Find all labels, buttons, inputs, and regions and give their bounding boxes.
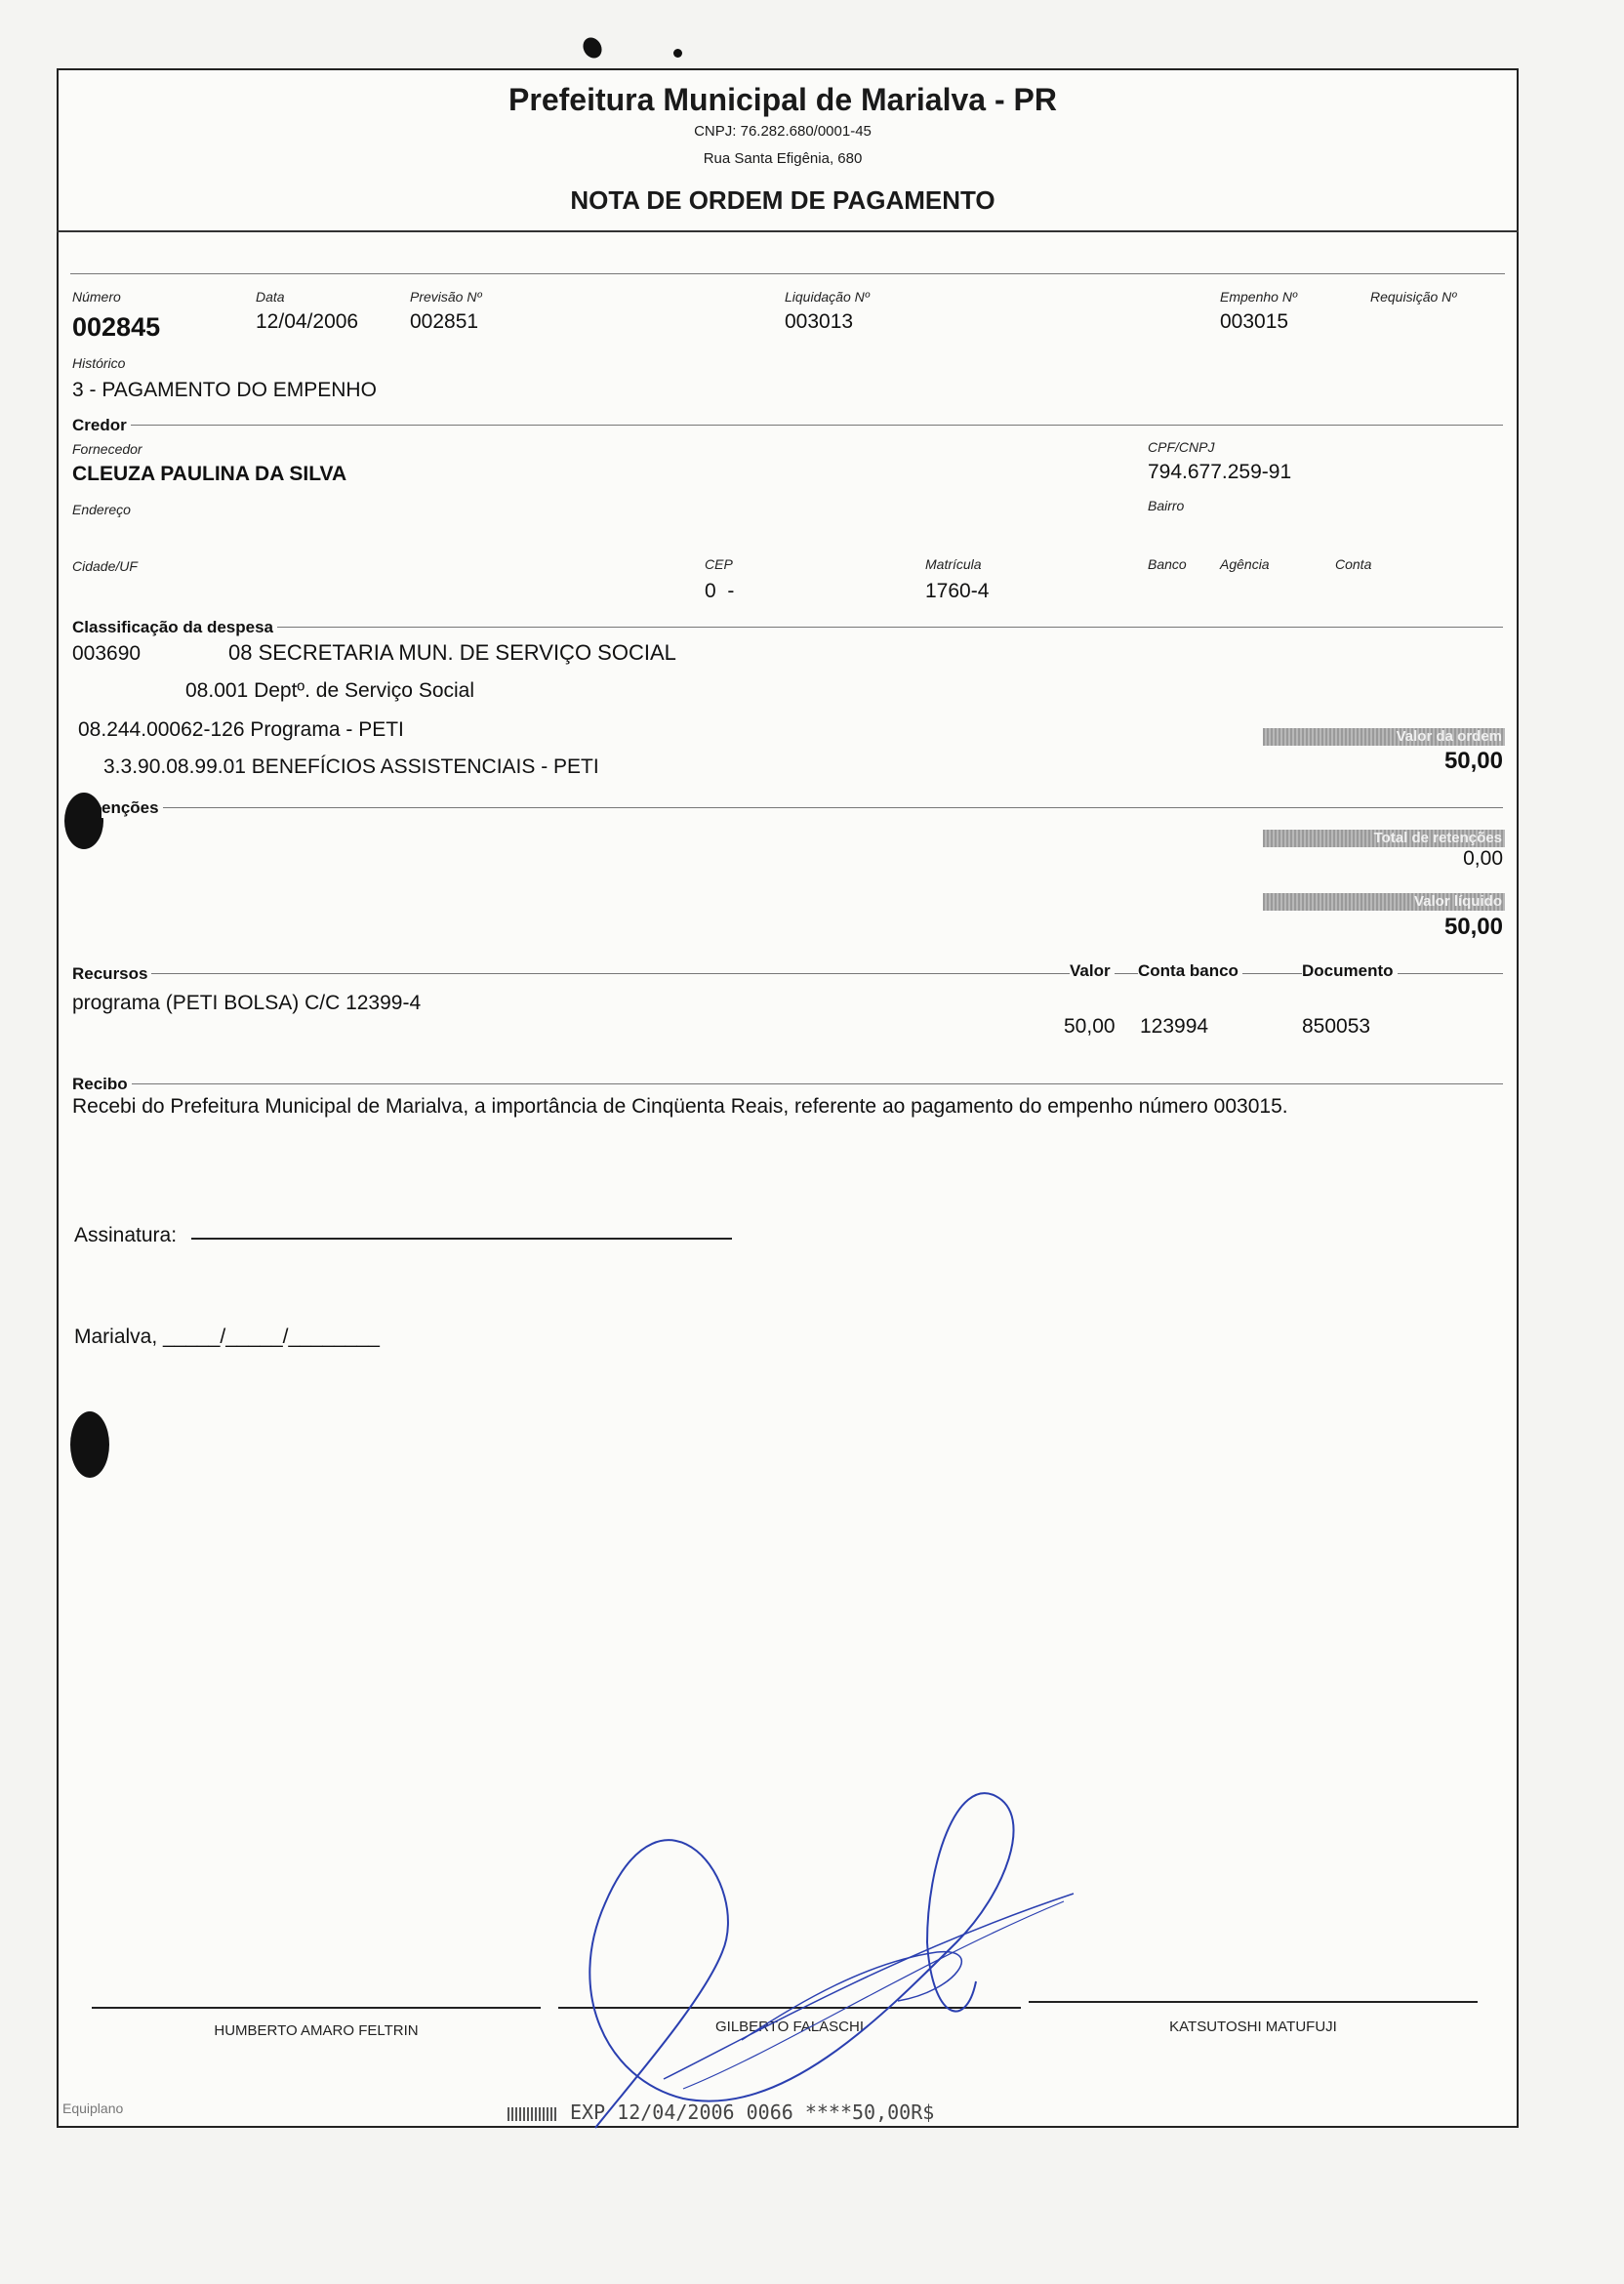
valor-liquido-label: Valor líquido [1263,893,1505,911]
section-rule [72,425,1503,426]
retencoes-section-title: enções [102,798,163,818]
recibo-text: Recebi do Prefeitura Municipal de Marialva, a importância de Cinqüenta Reais, referente ao pagamento do empenho número 003015. [72,1095,1288,1118]
valor-ordem-value: 50,00 [1443,748,1503,774]
section-rule [72,807,1503,808]
fornecedor-label: Fornecedor [72,441,142,457]
valor-ordem-label: Valor da ordem [1263,728,1505,746]
punch-mark [673,49,682,58]
section-rule [72,973,1503,974]
classificacao-unidade: 08.001 Deptº. de Serviço Social [185,679,475,702]
cpf-value: 794.677.259-91 [1148,461,1292,483]
classificacao-programa: 08.244.00062-126 Programa - PETI [78,718,404,741]
matricula-value: 1760-4 [925,580,990,602]
valor-liquido-value: 50,00 [1443,914,1503,940]
signature-name-3: KATSUTOSHI MATUFUJI [1169,2019,1337,2035]
recursos-valor-header: Valor [1070,961,1115,981]
punch-hole [64,793,103,849]
equiplano-brand: Equiplano [62,2100,124,2116]
classificacao-elemento: 3.3.90.08.99.01 BENEFÍCIOS ASSISTENCIAIS - PETI [103,755,599,778]
signature-line [92,2007,541,2009]
classificacao-code: 003690 [72,642,142,665]
historico-value: 3 - PAGAMENTO DO EMPENHO [72,379,377,401]
endereco-label: Endereço [72,502,131,517]
punch-mark [580,34,606,61]
banco-label: Banco [1148,556,1187,572]
previsao-label: Previsão Nº [410,289,482,305]
liquidacao-value: 003013 [785,310,854,333]
cep-label: CEP [705,556,733,572]
requisicao-label: Requisição Nº [1370,289,1457,305]
punch-hole [70,1411,109,1478]
document-title: NOTA DE ORDEM DE PAGAMENTO [570,185,995,215]
cidade-label: Cidade/UF [72,558,138,574]
classificacao-orgao: 08 SECRETARIA MUN. DE SERVIÇO SOCIAL [228,640,676,665]
data-label: Data [256,289,285,305]
stamp-text: EXP 12/04/2006 0066 ****50,00R$ [570,2100,935,2124]
previsao-value: 002851 [410,310,479,333]
recursos-valor: 50,00 [1064,1015,1116,1038]
handwritten-signature [547,1786,1093,2138]
recursos-conta: 123994 [1140,1015,1209,1038]
bairro-label: Bairro [1148,498,1185,513]
mechanical-stamp [508,2100,934,2124]
cpf-label: CPF/CNPJ [1148,439,1215,455]
empenho-value: 003015 [1220,310,1289,333]
page-title: Prefeitura Municipal de Marialva - PR [508,82,1057,117]
recursos-description: programa (PETI BOLSA) C/C 12399-4 [72,992,422,1014]
numero-value: 002845 [72,312,161,342]
assinatura-line [191,1238,732,1240]
agencia-label: Agência [1220,556,1270,572]
liquidacao-label: Liquidação Nº [785,289,870,305]
signature-line [1029,2001,1478,2003]
section-rule [72,627,1503,628]
local-data-line: Marialva, _____/_____/________ [74,1326,380,1348]
total-retencoes-label: Total de retenções [1263,830,1505,847]
matricula-label: Matrícula [925,556,982,572]
divider [70,273,1505,274]
cep-value: 0 - [705,580,735,602]
classificacao-section-title: Classificação da despesa [72,618,277,637]
recursos-documento: 850053 [1302,1015,1371,1038]
recursos-documento-header: Documento [1302,961,1398,981]
address-text: Rua Santa Efigênia, 680 [703,150,863,167]
recibo-section-title: Recibo [72,1075,132,1094]
cnpj-text: CNPJ: 76.282.680/0001-45 [694,123,872,140]
assinatura-label: Assinatura: [74,1224,178,1246]
fornecedor-value: CLEUZA PAULINA DA SILVA [72,463,347,485]
recursos-section-title: Recursos [72,964,151,984]
section-rule [72,1083,1503,1084]
recursos-conta-header: Conta banco [1138,961,1242,981]
historico-label: Histórico [72,355,126,371]
header-divider [57,230,1519,232]
signature-name-1: HUMBERTO AMARO FELTRIN [214,2022,419,2039]
total-retencoes-value: 0,00 [1463,847,1503,870]
conta-label: Conta [1335,556,1372,572]
signature-name-2: GILBERTO FALASCHI [715,2019,864,2035]
empenho-label: Empenho Nº [1220,289,1298,305]
numero-label: Número [72,289,121,305]
stamp-barcode [508,2107,558,2121]
data-value: 12/04/2006 [256,310,359,333]
credor-section-title: Credor [72,416,131,435]
